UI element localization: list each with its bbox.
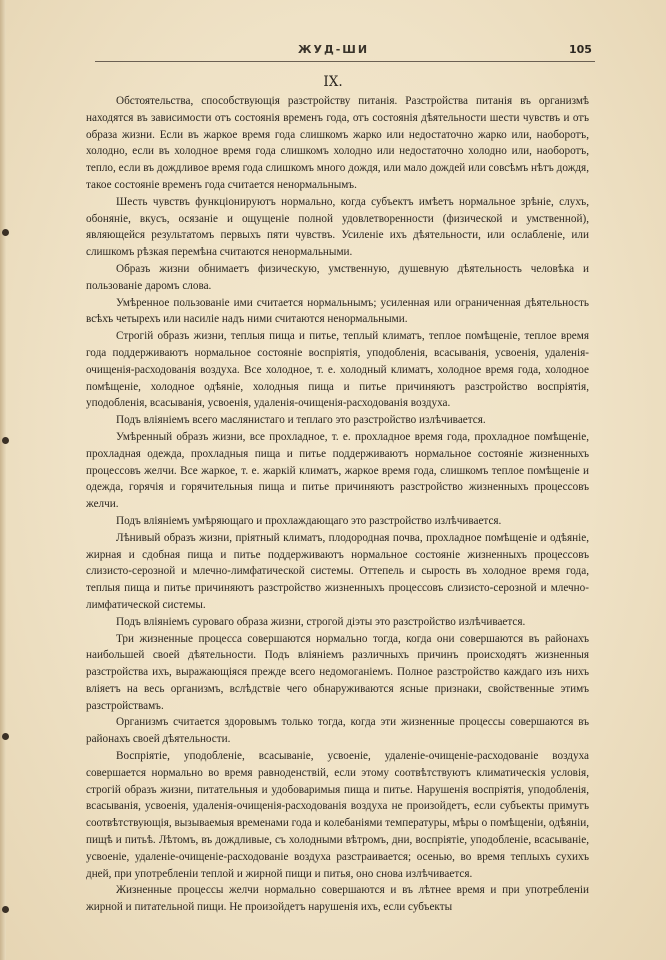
paragraph: Умѣренный образъ жизни, все прохладное, т. е. прохладное время года, прохладное помѣщеніе, прохладная одежда, прохладныя пища и питье поддерживаютъ нормальное состояніе жизненныхъ процессовъ желчи. Все жаркое, т. е. жаркій климатъ, жаркое время года, слишкомъ теплое помѣщеніе и одежда, горячія и горячительныя пища и питье причиняютъ разстройство жизненныхъ процессовъ желчи.: [86, 430, 589, 511]
paragraph: Шесть чувствъ функціонируютъ нормально, когда субъектъ имѣетъ нормальное зрѣніе, слухъ, обоняніе, вкусъ, осязаніе и ощущеніе полной удовлетворенности (физической и умственной), являющейся результатомъ первыхъ пяти чувствъ. Усиленіе ихъ дѣятельности, или ослабленіе, или слишкомъ рѣзкая перемѣна считаются ненормальными.: [86, 195, 589, 259]
page-number: 105: [569, 43, 592, 56]
paragraph: Обстоятельства, способствующія разстройству питанія. Разстройства питанія въ организмѣ находятся въ зависимости отъ состоянія временъ года, отъ состоянія дѣятельности шести чувствъ и отъ образа жизни. Если въ жаркое время года слишкомъ жарко или недостаточно жарко или, наоборотъ, холодно, если въ холодное время года слишкомъ холодно или недостаточно холодно или, наоборотъ, тепло, если въ дождливое время года слишкомъ много дождя, или мало дождей или совсѣмъ нѣтъ дождя, такое состояніе временъ года считается ненормальнымъ.: [86, 95, 589, 191]
running-title: ЖУД-ШИ: [298, 43, 370, 56]
binding-hole: [2, 733, 9, 740]
chapter-title: IX.: [323, 74, 343, 90]
binding-hole: [2, 437, 9, 444]
paragraph: Образъ жизни обнимаетъ физическую, умственную, душевную дѣятельность человѣка и пользованіе даромъ слова.: [86, 262, 589, 292]
page-header: [0, 43, 666, 59]
binding-hole: [2, 229, 9, 236]
paragraph: Организмъ считается здоровымъ только тогда, когда эти жизненные процессы совершаются въ районахъ своей дѣятельности.: [86, 716, 589, 746]
paragraph: Воспріятіе, уподобленіе, всасываніе, усвоеніе, удаленіе-очищеніе-расходованіе воздуха совершается нормально во время равноденствій, если этому соотвѣтствуютъ климатическія условія, строгій образъ жизни, питательныя и удобоваримыя пища и питье. Нарушенія воспріятія, уподобленія, всасыванія, усвоенія, удаленія-очищенія-расходованія воздуха не произойдетъ, если субъекты примутъ соотвѣтствующія, вызываемыя временами года и колебаніями температуры, мѣры о помѣщеніи, одѣяніи, пищѣ и питьѣ. Лѣтомъ, въ дождливые, съ холодными вѣтромъ, дни, воспріятіе, уподобленіе, всасываніе, усвоеніе, удаленіе-очищеніе-расходованіе воздуха разстраивается; осенью, во время теплыхъ сухихъ дней, при употребленіи теплой и жирной пищи и питья, оно снова излѣчивается.: [86, 750, 589, 880]
paragraph: Строгій образъ жизни, теплыя пища и питье, теплый климатъ, теплое помѣщеніе, теплое время года поддерживаютъ нормальное состояніе воспріятія, уподобленія, всасыванія, усвоенія, удаленія-очищенія-расходованія воздуха. Все холодное, т. е. холодный климатъ, холодное время года, холодное помѣщеніе, холодное одѣяніе, холодныя пища и питье причиняютъ разстройство воспріятія, уподобленія, всасыванія, усвоенія, удаленія-очищенія-расходованія воздуха.: [86, 330, 589, 410]
paragraph: Подъ вліяніемъ суроваго образа жизни, строгой діэты это разстройство излѣчивается.: [116, 615, 526, 628]
paragraph: Три жизненные процесса совершаются нормально тогда, когда они совершаются въ районахъ наибольшей своей дѣятельности. Подъ вліяніемъ различныхъ причинъ происходятъ жизненныя разстройства ихъ, выражающіяся прежде всего недомоганіемъ. Полное разстройство каждаго изъ нихъ вліяетъ на весь организмъ, вслѣдствіе чего обнаруживаются ясные признаки, свойственные этимъ разстройствамъ.: [86, 632, 589, 712]
paragraph: Подъ вліяніемъ умѣряющаго и прохлаждающаго это разстройство излѣчивается.: [116, 514, 502, 527]
paragraph: Лѣнивый образъ жизни, пріятный климатъ, плодородная почва, прохладное помѣщеніе и одѣяніе, жирная и сдобная пища и питье поддерживаютъ нормальное состояніе жизненныхъ процессовъ слизисто-серозной и млечно-лимфатической системы. Оттепель и сырость въ холодное время года, теплыя пища и питье причиняютъ разстройство жизненныхъ процессовъ слизисто-серозной и млечно-лимфатической системы.: [86, 531, 589, 611]
binding-hole: [2, 906, 9, 913]
paragraph: Жизненные процессы желчи нормально совершаются и въ лѣтнее время и при употребленіи жирной и питательной пищи. Не произойдетъ нарушенія ихъ, если субъекты: [86, 884, 589, 914]
paragraph: Подъ вліяніемъ всего маслянистаго и теплаго это разстройство излѣчивается.: [116, 414, 486, 427]
page-edge: [0, 0, 6, 960]
header-rule: [95, 61, 595, 62]
paragraph: Умѣренное пользованіе ими считается нормальнымъ; усиленная или ограниченная дѣятельность всѣхъ четырехъ или насиліе надъ ними считаются ненормальными.: [86, 296, 589, 326]
body-text: [86, 93, 589, 916]
